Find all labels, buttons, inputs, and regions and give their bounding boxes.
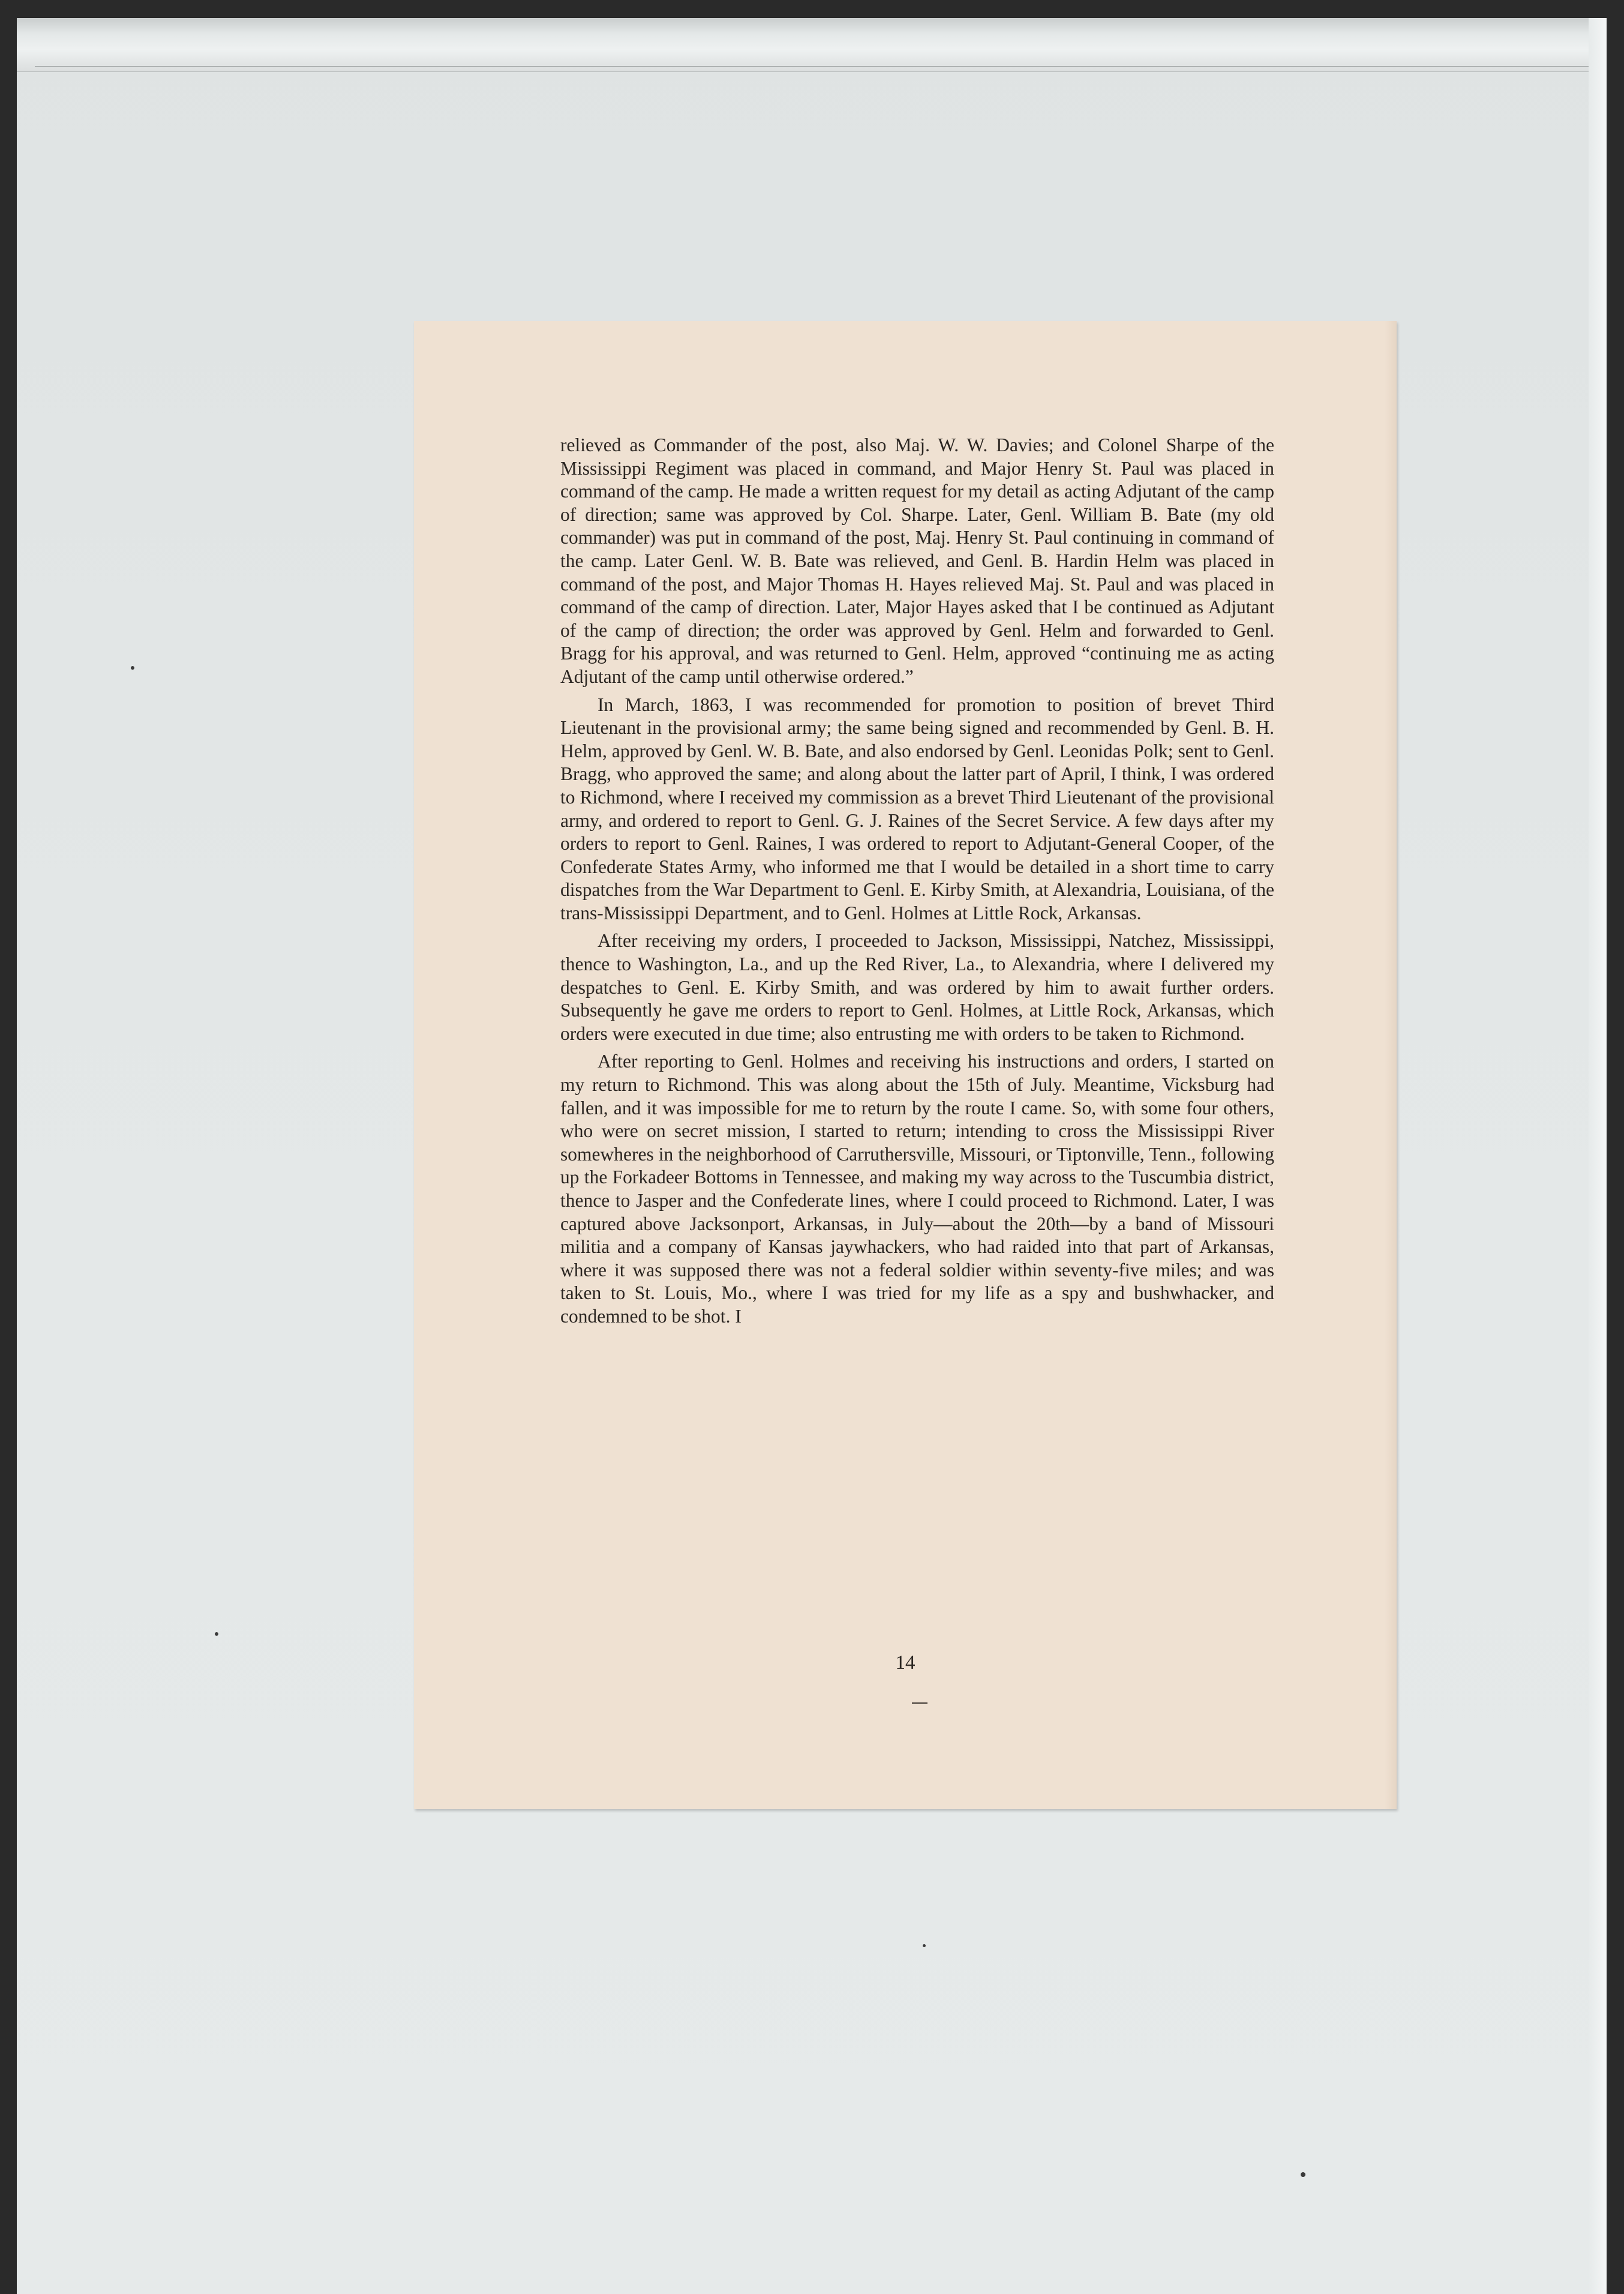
printer-mark: [912, 1702, 927, 1704]
dust-speck: [215, 1632, 218, 1636]
paragraph: After reporting to Genl. Holmes and receiving his instructions and orders, I started on my return to Richmond. This was along about the 15th of July. Meantime, Vicksburg had fallen, and it was impossible for me to return by the route I came. So, with some four others, who were on secret mission, I started to return; intending to cross the Mississippi River somewheres in the neighborhood of Carruthersville, Missouri, or Tiptonville, Tenn., following up the Forkadeer Bottoms in Tennessee, and making my way across to the Tuscumbia district, thence to Jasper and the Confederate lines, where I could proceed to Richmond. Later, I was captured above Jacksonport, Arkansas, in July—about the 20th—by a band of Missouri militia and a company of Kansas jaywhackers, who had raided into that part of Arkansas, where it was supposed there was not a federal soldier within seventy-five miles; and was taken to St. Louis, Mo., where I was tried for my life as a spy and bushwhacker, and condemned to be shot. I: [560, 1051, 1274, 1327]
page-number: 14: [895, 1652, 915, 1674]
paragraph: In March, 1863, I was recommended for promotion to position of brevet Third Lieutenant in the provisional army; the same being signed and recommended by Genl. B. H. Helm, approved by Genl. W. B. Bate, and also endorsed by Genl. Leonidas Polk; sent to Genl. Bragg, who approved the same; and along about the latter part of April, I think, I was ordered to Richmond, where I received my commission as a brevet Third Lieutenant of the provisional army, and ordered to report to Genl. G. J. Raines of the Secret Service. A few days after my orders to report to Genl. Raines, I was ordered to report to Adjutant-General Cooper, of the Confederate States Army, who informed me that I would be detailed in a short time to carry dispatches from the War Department to Genl. E. Kirby Smith, at Alexandria, Louisiana, of the trans-Mississippi Department, and to Genl. Holmes at Little Rock, Arkansas.: [560, 694, 1274, 923]
dust-speck: [131, 666, 134, 670]
dust-speck: [923, 1944, 926, 1947]
scanner-lid-edge: [35, 66, 1589, 67]
scanner-lid-strip: [17, 18, 1607, 72]
scanner-right-edge: [1589, 18, 1607, 2294]
paragraph: After receiving my orders, I proceeded to Jackson, Mississippi, Natchez, Mississippi, thence to Washington, La., and up the Red River, La., to Alexandria, where I delivered my despatches to Genl. E. Kirby Smith, and was ordered by him to await further orders. Subsequently he gave me orders to report to Genl. Holmes, at Little Rock, Arkansas, which orders were executed in due time; also entrusting me with orders to be taken to Richmond.: [560, 930, 1274, 1044]
paragraph: relieved as Commander of the post, also Maj. W. W. Davies; and Colonel Sharpe of the Mississippi Regiment was placed in command, and Major Henry St. Paul was placed in command of the camp. He made a written request for my detail as acting Adjutant of the camp of direction; same was approved by Col. Sharpe. Later, Genl. William B. Bate (my old commander) was put in command of the post, Maj. Henry St. Paul continuing in command of the camp. Later Genl. W. B. Bate was relieved, and Genl. B. Hardin Helm was placed in command of the post, and Major Thomas H. Hayes relieved Maj. St. Paul and was placed in command of the camp of direction. Later, Major Hayes asked that I be continued as Adjutant of the camp of direction; the order was approved by Genl. Helm and forwarded to Genl. Bragg for his approval, and was returned to Genl. Helm, approved “continuing me as acting Adjutant of the camp until otherwise ordered.”: [560, 434, 1274, 687]
dust-speck: [1301, 2172, 1305, 2177]
body-text: [560, 434, 1274, 1333]
document-page: [414, 321, 1397, 1809]
